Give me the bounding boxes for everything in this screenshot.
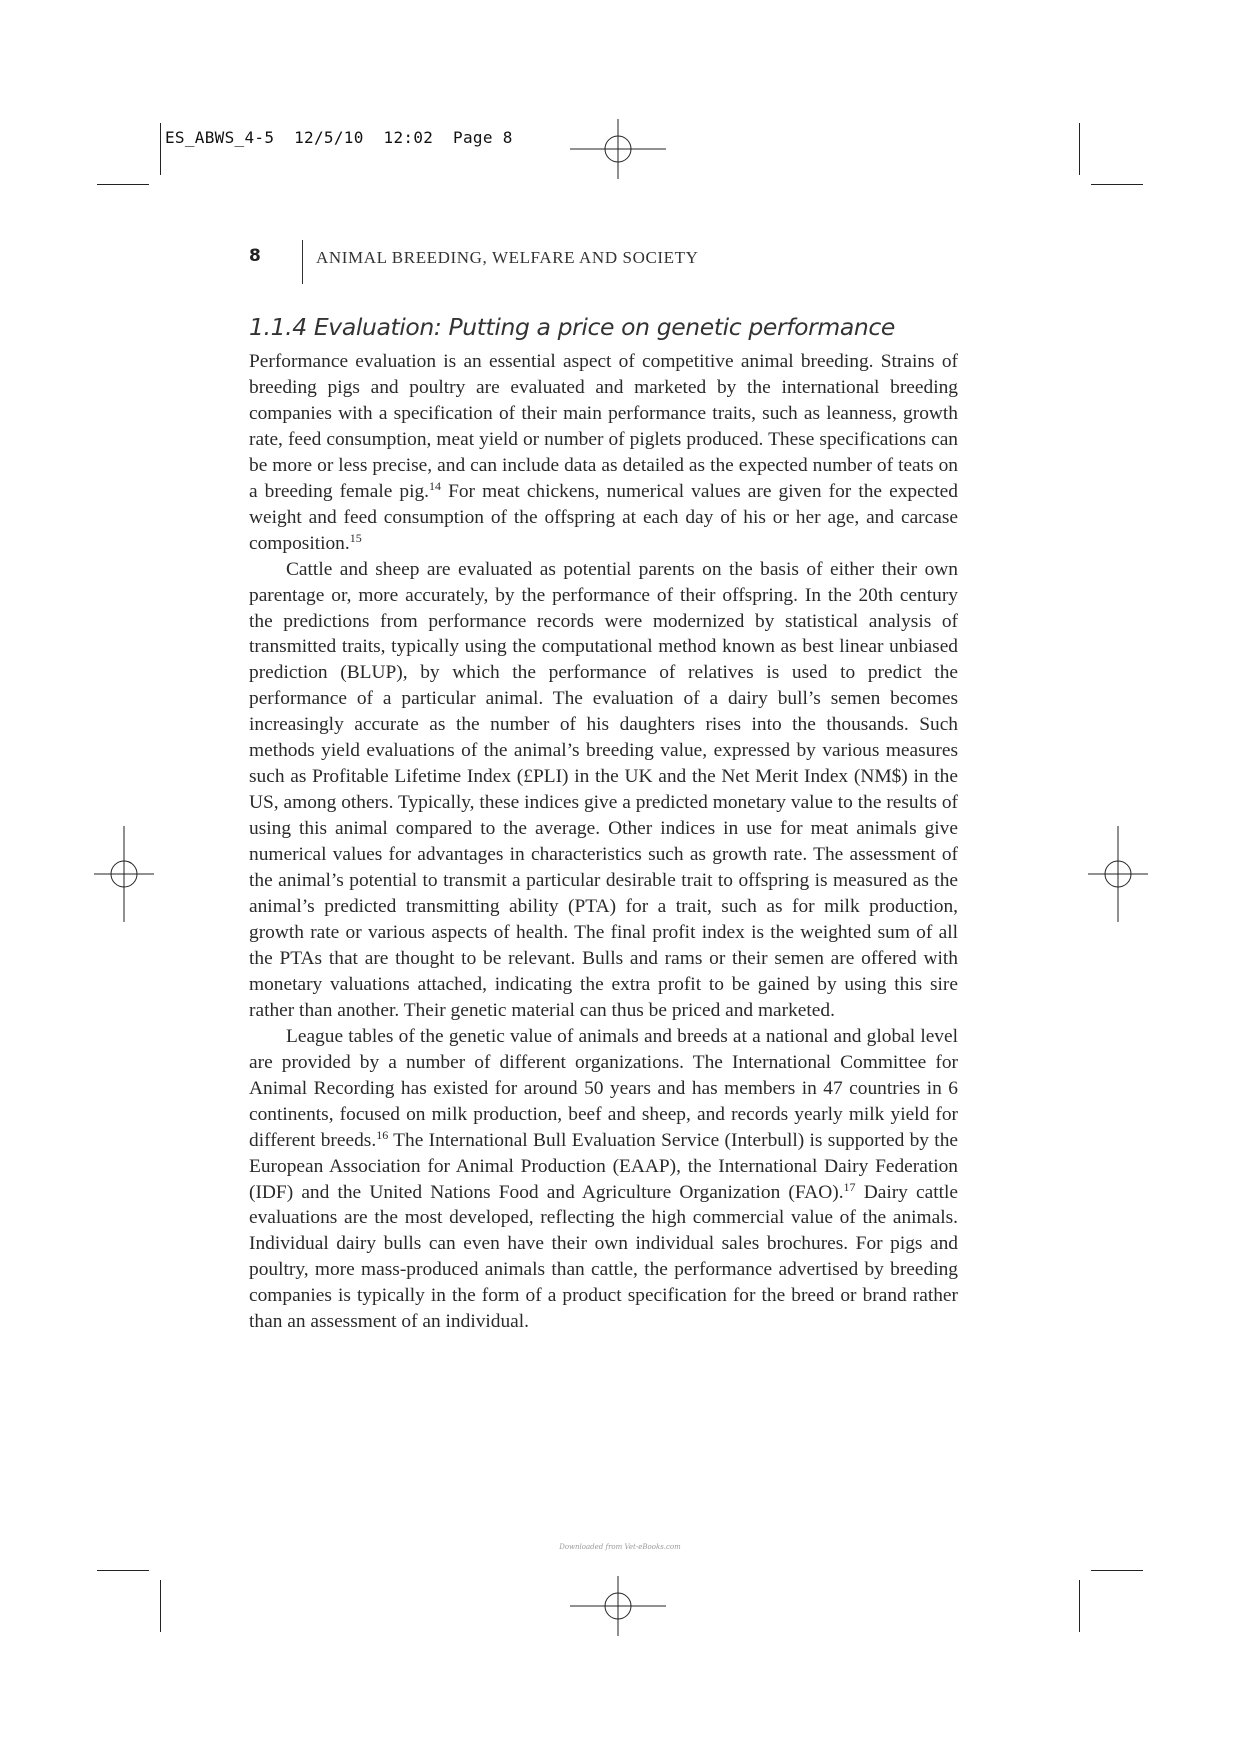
crop-mark bbox=[1079, 1580, 1080, 1632]
body-text bbox=[249, 349, 958, 1335]
section-heading: 1.1.4 Evaluation: Putting a price on genetic performance bbox=[249, 313, 895, 341]
footnote-ref: 17 bbox=[843, 1179, 856, 1194]
crop-mark bbox=[160, 123, 161, 175]
paragraph-1: Performance evaluation is an essential aspect of competitive animal breeding. Strains of breeding pigs and poultry are evaluated and marketed by the international breeding companies with a specification of their main performance traits, such as leanness, growth rate, feed consumption, meat yield or number of piglets produced. These specifications can be more or less precise, and can include data as detailed as the expected number of teats on a breeding female pig.$^{14}$ For meat chickens, numerical values are given for the expected weight and feed consumption of the offspring at each day of his or her age, and carcase composition.$^{15}$ bbox=[249, 351, 958, 554]
crop-mark bbox=[160, 1580, 161, 1632]
download-watermark: Downloaded from Vet-eBooks.com bbox=[559, 1543, 681, 1551]
crop-mark bbox=[97, 184, 149, 185]
footnote-ref: 15 bbox=[349, 530, 362, 545]
registration-mark-top bbox=[570, 119, 666, 179]
page-number: 8 bbox=[249, 246, 261, 266]
registration-mark-right bbox=[1088, 826, 1148, 922]
registration-mark-bottom bbox=[570, 1576, 666, 1636]
paragraph-2: Cattle and sheep are evaluated as potential parents on the basis of either their own parentage or, more accurately, by the performance of their offspring. In the 20th century the predictions from performance records were modernized by statistical analysis of transmitted traits, typically using the computational method known as best linear unbiased prediction (BLUP), by which the performance of relatives is used to predict the performance of a particular animal. The evaluation of a dairy bull’s semen becomes increasingly accurate as the number of his daughters rises into the thousands. Such methods yield evaluations of the animal’s breeding value, expressed by various measures such as Profitable Lifetime Index (£PLI) in the UK and the Net Merit Index (NM$) in the US, among others. Typically, these indices give a predicted monetary value to the results of using this animal compared to the average. Other indices in use for meat animals give numerical values for advantages in characteristics such as growth rate. The assessment of the animal’s potential to transmit a particular desirable trait to offspring is measured as the animal’s predicted transmitting ability (PTA) for a trait, such as for milk production, growth rate or various aspects of health. The final profit index is the weighted sum of all the PTAs that are thought to be relevant. Bulls and rams or their semen are offered with monetary valuations attached, indicating the extra profit to be gained by using this sire rather than another. Their genetic material can thus be priced and marketed. bbox=[249, 558, 958, 1021]
printer-slug: ES_ABWS_4-5 12/5/10 12:02 Page 8 bbox=[165, 128, 513, 147]
running-head-title: ANIMAL BREEDING, WELFARE AND SOCIETY bbox=[316, 248, 699, 267]
crop-mark bbox=[1091, 1570, 1143, 1571]
registration-mark-left bbox=[94, 826, 154, 922]
footnote-ref: 14 bbox=[429, 478, 442, 493]
crop-mark bbox=[1079, 123, 1080, 175]
paragraph-3: League tables of the genetic value of animals and breeds at a national and global level are provided by a number of different organizations. The International Committee for Animal Recording has existed for around 50 years and has members in 47 countries in 6 continents, focused on milk production, beef and sheep, and records yearly milk yield for different breeds.$^{16}$ The International Bull Evaluation Service (Interbull) is supported by the European Association for Animal Production (EAAP), the International Dairy Federation (IDF) and the United Nations Food and Agriculture Organization (FAO).$^{17}$ Dairy cattle evaluations are the most developed, reflecting the high commercial value of the animals. Individual dairy bulls can even have their own individual sales brochures. For pigs and poultry, more mass-produced animals than cattle, the performance advertised by breeding companies is typically in the form of a product specification for the breed or brand rather than an assessment of an individual. bbox=[249, 1025, 959, 1333]
header-divider bbox=[302, 240, 303, 284]
crop-mark bbox=[1091, 184, 1143, 185]
crop-mark bbox=[97, 1570, 149, 1571]
footnote-ref: 16 bbox=[376, 1127, 389, 1142]
